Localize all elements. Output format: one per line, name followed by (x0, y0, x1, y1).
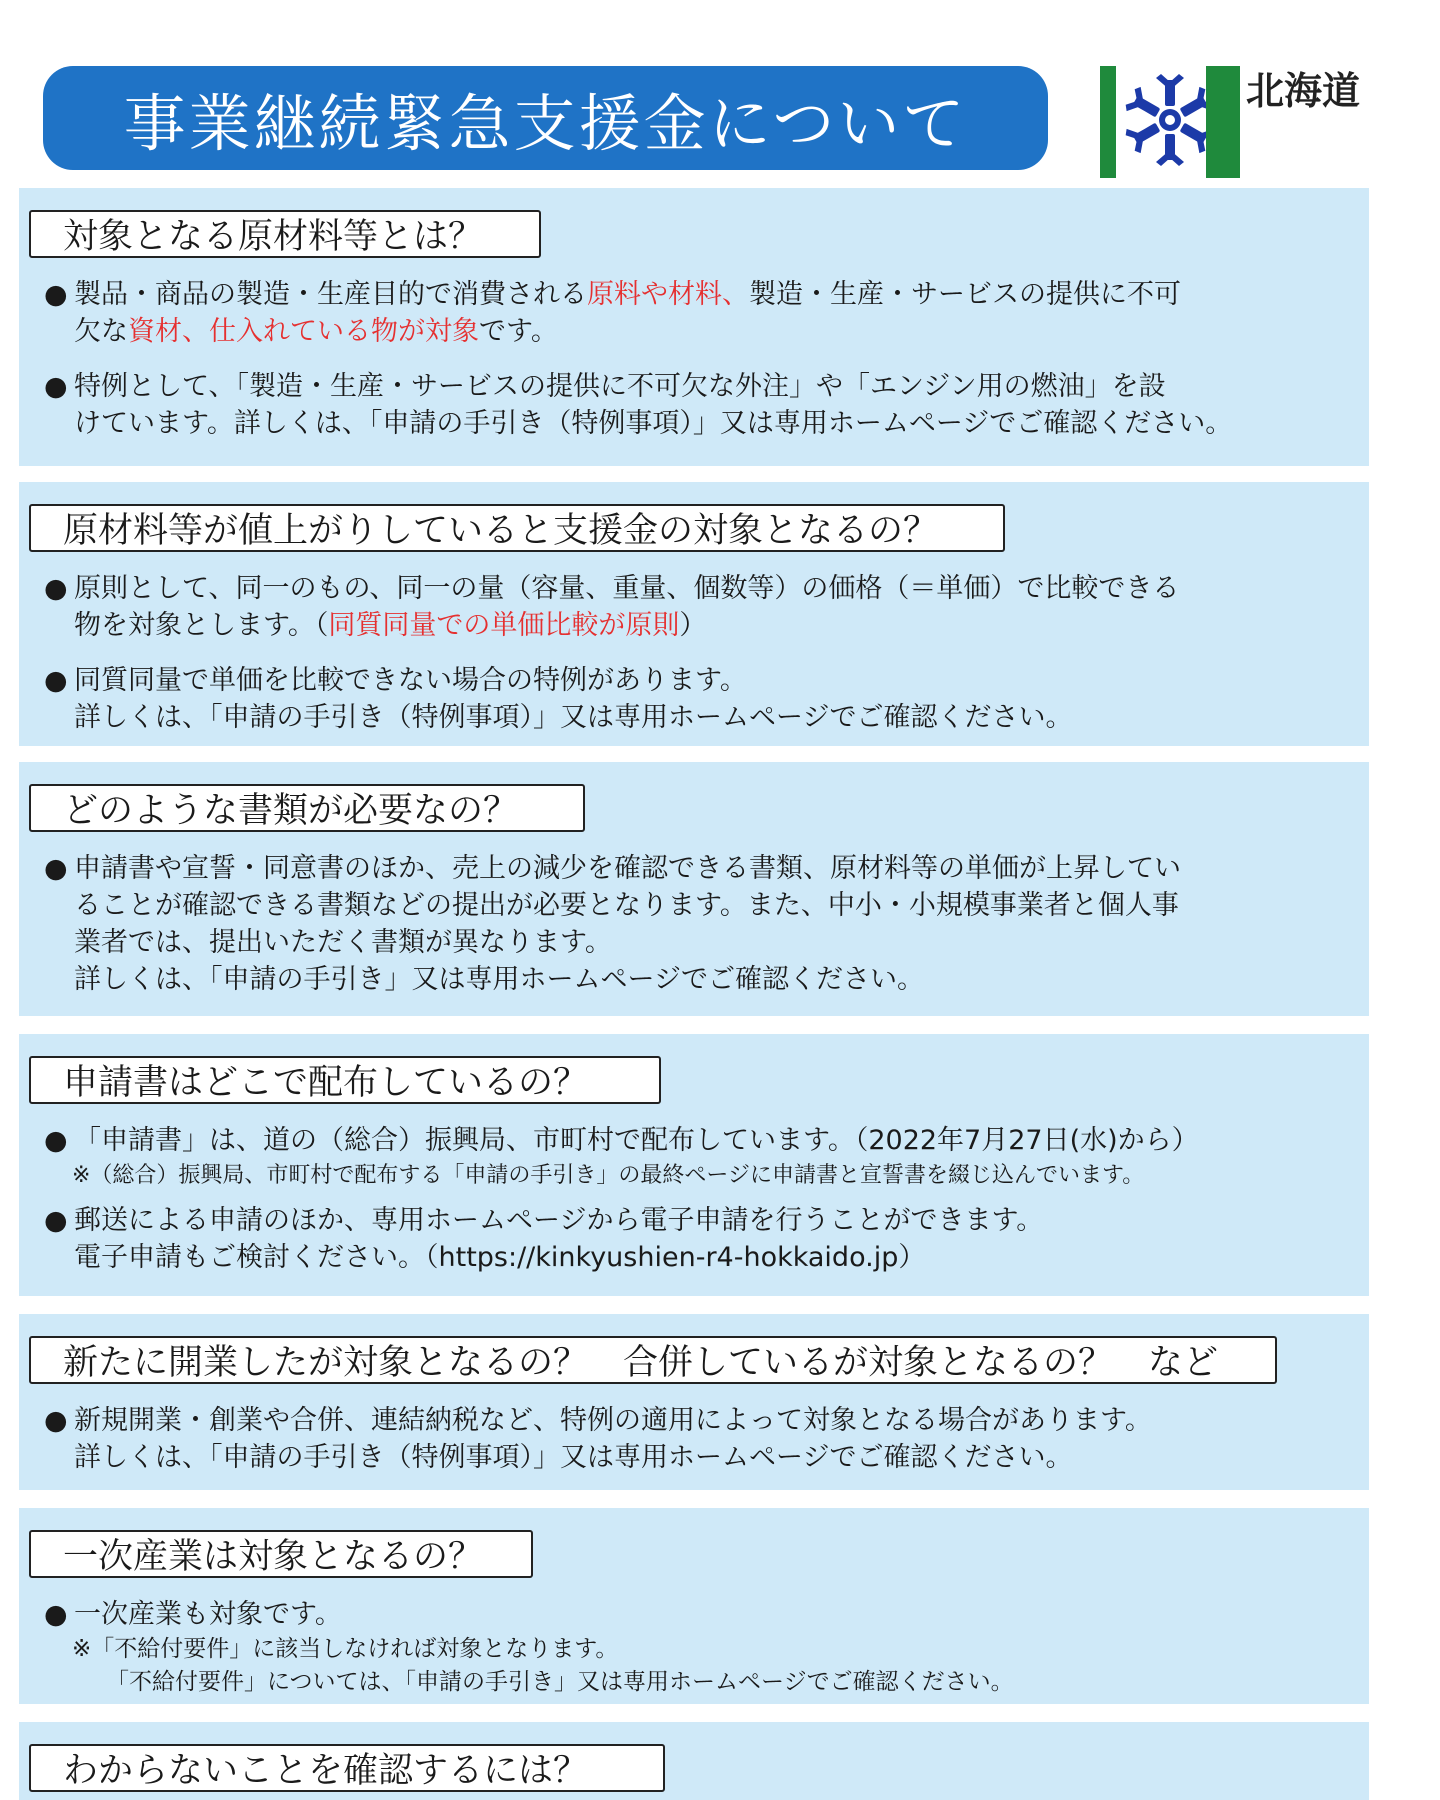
paragraph: ● 申請書や宣誓・同意書のほか、売上の減少を確認できる書類、原材料等の単価が上昇してい ることが確認できる書類などの提出が必要となります。また、中小・小規模事業者と個人事 業者では、提出いただく書類が異なります。 詳しくは、「申請の手引き」又は専用ホームページでご確認ください。 (44, 850, 1359, 998)
section-materials (19, 188, 1369, 466)
note: 「不給付要件」については、「申請の手引き」又は専用ホームページでご確認ください。 (106, 1669, 1014, 1695)
bullet-icon: ● (44, 279, 68, 310)
section-title: 申請書はどこで配布しているの？ (29, 1056, 661, 1104)
page-title: 事業継続緊急支援金について (123, 86, 968, 160)
section-price-rise (19, 482, 1369, 746)
bullet-icon: ● (44, 853, 68, 884)
bullet-icon: ● (44, 665, 68, 696)
paragraph: ● 原則として、同一のもの、同一の量（容量、重量、個数等）の価格（＝単価）で比較できる 物を対象とします。（同質同量での単価比較が原則） (44, 570, 1359, 644)
logo-bar-right (1206, 66, 1240, 178)
bullet-icon: ● (44, 1125, 68, 1156)
section-documents (19, 762, 1369, 1016)
bullet-icon: ● (44, 371, 68, 402)
snowflake-icon (1124, 70, 1216, 170)
bullet-icon: ● (44, 1599, 68, 1630)
section-new-business (19, 1314, 1369, 1490)
bullet-icon: ● (44, 573, 68, 604)
bullet-icon: ● (44, 1205, 68, 1236)
note: ※（総合）振興局、市町村で配布する「申請の手引き」の最終ページに申請書と宣誓書を綴じ込んでいます。 (72, 1163, 1145, 1188)
section-title: 原材料等が値上がりしていると支援金の対象となるの？ (29, 504, 1005, 552)
paragraph: ● 郵送による申請のほか、専用ホームページから電子申請を行うことができます。 電子申請もご検討ください。（https://kinkyushien-r4-hokkaido.jp） (44, 1202, 1359, 1276)
section-title: 対象となる原材料等とは？ (29, 210, 541, 258)
paragraph: ● 同質同量で単価を比較できない場合の特例があります。 詳しくは、「申請の手引き（特例事項）」又は専用ホームページでご確認ください。 (44, 662, 1359, 736)
section-distribution (19, 1034, 1369, 1296)
section-title: 新たに開業したが対象となるの？ 合併しているが対象となるの？ など (29, 1336, 1277, 1384)
bullet-icon: ● (44, 1405, 68, 1436)
paragraph: ● 「申請書」は、道の（総合）振興局、市町村で配布しています。（2022年7月27日(水)から） (44, 1122, 1359, 1159)
paragraph: ● 新規開業・創業や合併、連結納税など、特例の適用によって対象となる場合があります。 詳しくは、「申請の手引き（特例事項）」又は専用ホームページでご確認ください。 (44, 1402, 1359, 1476)
logo-bar-left (1100, 66, 1116, 178)
section-title: 一次産業は対象となるの？ (29, 1530, 533, 1578)
title-banner (43, 66, 1048, 170)
section-title: わからないことを確認するには？ (29, 1744, 665, 1792)
hokkaido-logo (1100, 60, 1430, 180)
section-inquiries (19, 1722, 1369, 1800)
website-url-text: 電子申請もご検討ください。（https://kinkyushien-r4-hokkaido.jp） (74, 1242, 926, 1273)
paragraph: ● 製品・商品の製造・生産目的で消費される原料や材料、製造・生産・サービスの提供に不可 欠な資材、仕入れている物が対象です。 (44, 276, 1359, 350)
note: ※「不給付要件」に該当しなければ対象となります。 (72, 1636, 619, 1662)
paragraph: ● 特例として、「製造・生産・サービスの提供に不可欠な外注」や「エンジン用の燃油」を設 けています。詳しくは、「申請の手引き（特例事項）」又は専用ホームページでご確認ください。 (44, 368, 1359, 442)
paragraph: ● 一次産業も対象です。 (44, 1596, 1359, 1633)
org-name: 北海道 (1246, 69, 1361, 113)
section-title: どのような書類が必要なの？ (29, 784, 585, 832)
section-primary-industry (19, 1508, 1369, 1704)
